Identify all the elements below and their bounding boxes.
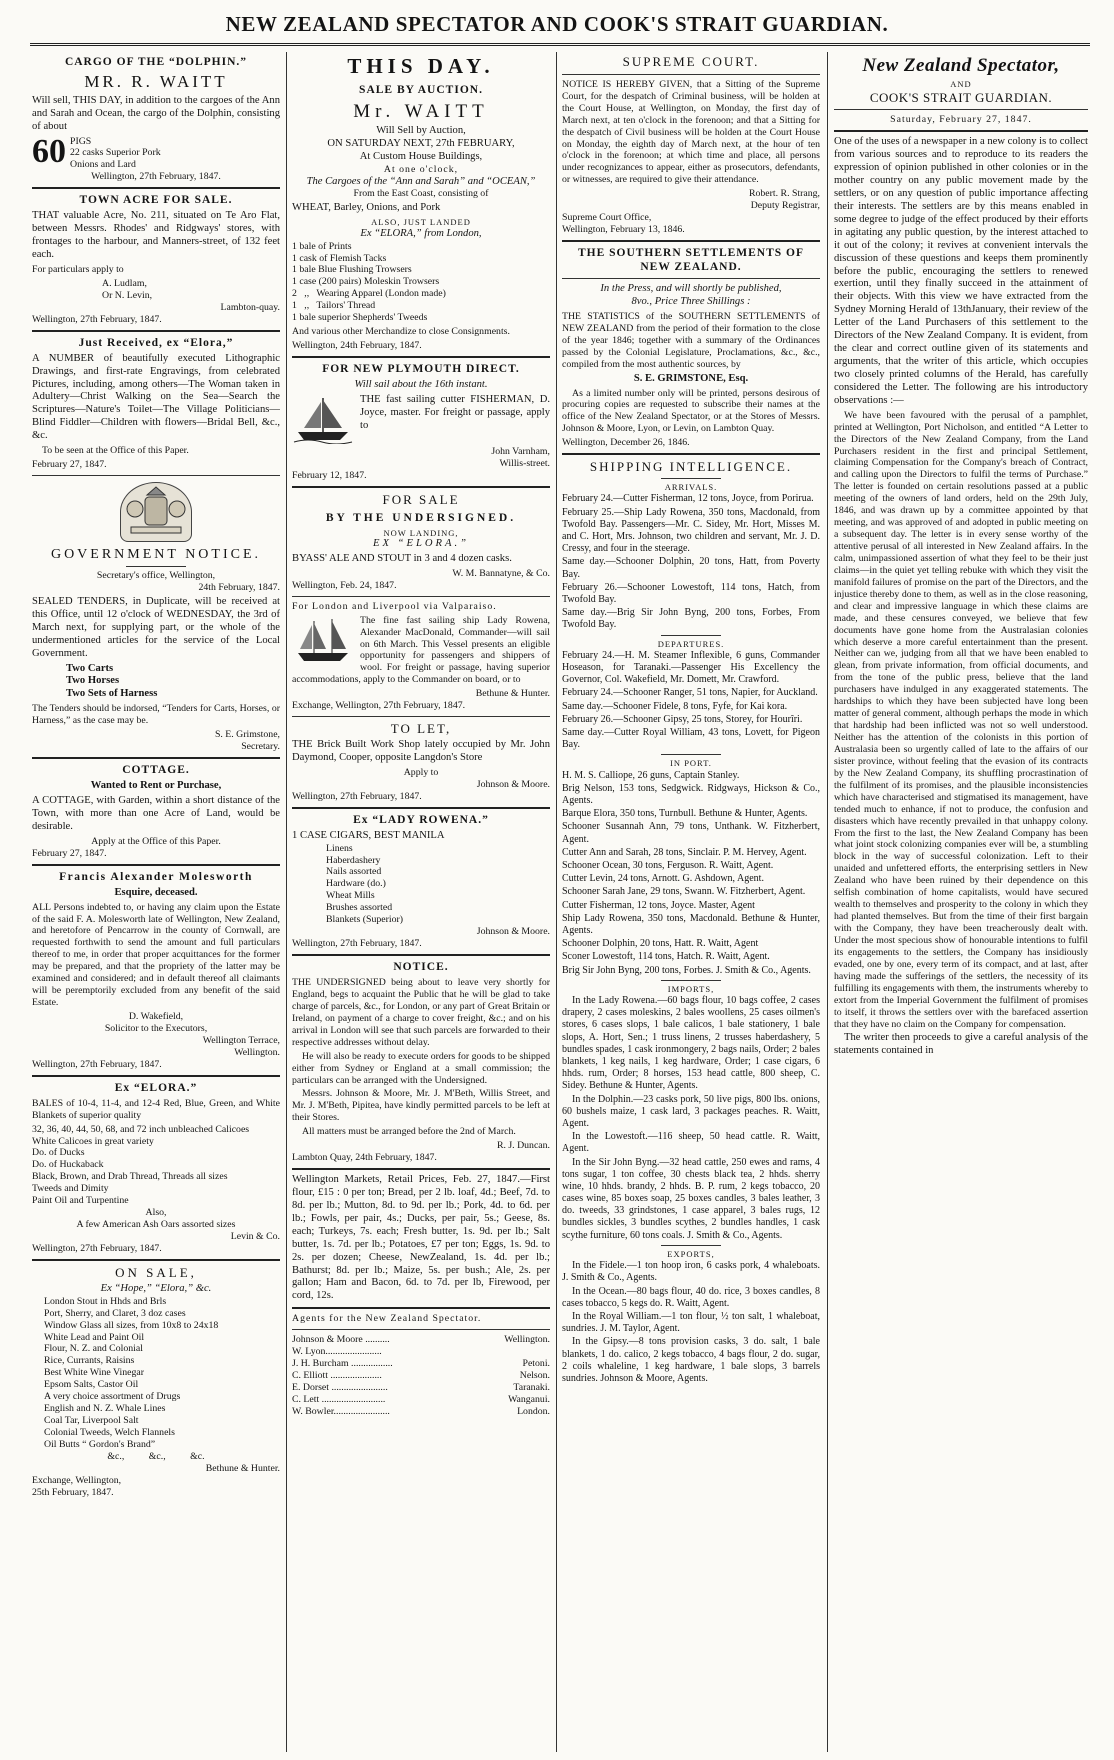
- forsale-date: Wellington, Feb. 24, 1847.: [292, 579, 397, 591]
- agent-place: Petoni.: [522, 1358, 550, 1370]
- inport-entry: Cutter Ann and Sarah, 28 tons, Sinclair. P. M. Hervey, Agent.: [562, 846, 807, 858]
- gov-item: Two Sets of Harness: [66, 688, 158, 700]
- column-3: [562, 52, 820, 1752]
- tolet-signed: Johnson & Moore.: [476, 778, 550, 790]
- auction-venue: At Custom House Buildings,: [359, 150, 483, 162]
- departure-entry: Same day.—Cutter Royal William, 43 tons, Lovett, for Pigeon Bay.: [562, 726, 820, 751]
- rowena-item: Haberdashery: [326, 854, 381, 866]
- dolphin-body: Will sell, THIS DAY, in addition to the cargoes of the Ann and Sarah and Ocean, the cargo of the Dolphin, consisting of about: [32, 94, 280, 132]
- notice-body: Messrs. Johnson & Moore, Mr. J. M'Beth, Willis Street, and Mr. J. M'Beth, Pipitea, have kindly permitted parcels to be left at their Stores.: [292, 1088, 550, 1124]
- tolet-date: Wellington, 27th February, 1847.: [292, 790, 422, 802]
- onsale-etc: &c., &c., &c.: [107, 1450, 205, 1462]
- dolphin-pig-count: 60: [32, 135, 66, 170]
- notice-body: He will also be ready to execute orders for goods to be shipped either from Sydney or England at a small commission; the particulars can be arranged with the Undersigned.: [292, 1050, 550, 1086]
- gov-signed: S. E. Grimstone,: [214, 729, 280, 741]
- crest-icon: [121, 483, 191, 541]
- agent-row: [292, 1394, 550, 1406]
- cottage-apply: Apply at the Office of this Paper.: [91, 835, 221, 847]
- acre-name: Lambton-quay.: [220, 301, 280, 313]
- agents-heading: Agents for the New Zealand Spectator.: [292, 1313, 482, 1325]
- gov-body: SEALED TENDERS, in Duplicate, will be received at this Office, until 12 o'clock of WEDNESDAY, the 3rd of March next, for supplying part, or the whole of the undermentioned articles for the service of the Local Government.: [32, 595, 280, 659]
- ex-elora-item: 32, 36, 40, 44, 50, 68, and 72 inch unbleached Calicoes: [32, 1123, 250, 1135]
- acre-name: Or N. Levin,: [102, 289, 153, 301]
- onsale-item: English and N. Z. Whale Lines: [44, 1403, 166, 1415]
- notice-body: THE UNDERSIGNED being about to leave very shortly for England, begs to acquaint the Public that he will be glad to take charge of parcels, &c., for London, or any part of Great Britain or Ireland, on payment of a charge to cover freight, &c.; and on his arrival in London will see that such parcels are forwarded to their respective addresses without delay.: [292, 977, 550, 1048]
- inport-entry: Schooner Dolphin, 20 tons, Hatt. R. Waitt, Agent: [562, 938, 759, 950]
- auction-item: 1 ,, Tailors' Thread: [292, 300, 376, 312]
- court-office: Supreme Court Office,: [562, 212, 652, 224]
- auction-time: At one o'clock,: [383, 163, 459, 175]
- inport-entry: Brig Sir John Byng, 200 tons, Forbes. J. Smith & Co., Agents.: [562, 964, 811, 976]
- agent-row: [292, 1370, 550, 1382]
- rowena-item: Blankets (Superior): [326, 914, 403, 926]
- export-entry: In the Gipsy.—8 tons provision casks, 3 do. salt, 1 bale blankets, 1 do. calico, 2 kegs tobacco, 4 bags flour, 2 do. sugar, 2 coils whaleline, 1 keg hardware, 1 bale slops, 3 barrels sundries. Johnson & Moore, Agents.: [562, 1336, 820, 1384]
- tolet-heading: TO LET,: [390, 721, 452, 737]
- departures-heading: DEPARTURES.: [657, 638, 725, 649]
- agent-row: [292, 1382, 550, 1394]
- inport-entry: Cutter Fisherman, 12 tons, Joyce. Master, Agent: [562, 899, 755, 911]
- forsale-ex: EX “ELORA.”: [373, 537, 469, 549]
- plymouth-heading: FOR NEW PLYMOUTH DIRECT.: [322, 363, 520, 375]
- gov-office-date: 24th February, 1847.: [198, 582, 280, 594]
- moles-body: ALL Persons indebted to, or having any claim upon the Estate of the said F. A. Molesworth late of Wellington, New Zealand, and heretofore of Pencarrow in the county of Cornwall, are requested forthwith to send the amount and full particulars thereof to me, in order that proper acquittances for the former may be prepared, and that the propriety of the latter may be examined and considered; and in default thereof all claimants will be peremptorily excluded from any benefit of the said Estate.: [32, 901, 280, 1009]
- royal-arms-crest: [120, 482, 192, 542]
- editorial-date: Saturday, February 27, 1847.: [890, 114, 1032, 126]
- plymouth-date: February 12, 1847.: [292, 469, 367, 481]
- gov-tenders: The Tenders should be indorsed, “Tenders for Carts, Horses, or Harness,” as the case may be.: [32, 703, 280, 727]
- arrival-entry: February 26.—Schooner Lowestoft, 114 tons, Hatch, from Twofold Bay.: [562, 581, 820, 605]
- rowena-heading: Ex “LADY ROWENA.”: [353, 813, 489, 826]
- onsale-item: London Stout in Hhds and Brls: [44, 1295, 167, 1307]
- now-landing: NOW LANDING,: [383, 527, 459, 538]
- sailing-ship-icon: [292, 615, 354, 665]
- forsale-body: BYASS' ALE AND STOUT in 3 and 4 dozen casks.: [292, 552, 512, 564]
- imports-heading: IMPORTS,: [667, 983, 715, 994]
- gov-office: Secretary's office, Wellington,: [96, 570, 216, 582]
- market-prices: Wellington Markets, Retail Prices, Feb. 27, 1847.—First flour, £15 : 0 per ton; Bread, per 2 lb. loaf, 4d.; Beef, 7d. to 8d. per lb.; Mutton, 8d. to 9d. per lb.; Pork, 4d. to 6d. per lb.; Fowls, per pair, 4s.; Ducks, per pair, 5s.; Geese, 8s. each; Turkeys, 7s. each; Fresh butter, 1s. 9d. per lb.; Salt butter, 1s. 7d. per lb.; Potatoes, £7 per ton; Eggs, 1s. 9d. to 2s. per dozen; Cheese, NewZealand, 1s. 4d. per lb.; Bathurst; 8d. per lb.; Maize, 5s. per bush.; Ale, 2s. per gallon; Ham and Bacon, 6d. to 7d. per lb, Firewood, per cord, 12s.: [292, 1174, 550, 1302]
- acre-apply: For particulars apply to: [32, 263, 124, 275]
- tolet-apply: Apply to: [403, 766, 439, 778]
- cottage-body: A COTTAGE, with Garden, within a short distance of the Town, with more than one Acre of Land, would be desirable.: [32, 795, 280, 832]
- dolphin-list: [32, 136, 280, 172]
- shipping-section: [562, 459, 820, 1385]
- paper-and: AND: [950, 79, 972, 90]
- dolphin-item: PIGS: [70, 135, 92, 147]
- onsale-place: Exchange, Wellington,: [32, 1474, 122, 1486]
- cottage-heading: COTTAGE.: [122, 764, 190, 777]
- column-divider: [827, 52, 828, 1752]
- elora-date: February 27, 1847.: [32, 459, 107, 471]
- agent-place: Nelson.: [519, 1370, 550, 1382]
- auction-heading: SALE BY AUCTION.: [359, 83, 483, 96]
- editorial-quote: We have been favoured with the perusal of a pamphlet, printed at Wellington, Port Nicholson, and entitled “A Letter to the Directors of the New Zealand Company, from the Land Purchasers resident in the first and principal Settlement, claiming Compensation for the Company's breach of Contract, and calling upon the Directors to fulfil the terms of Purchase.” The letter is founded on certain resolutions passed at a public meeting of the owners of land orders, held on the 29th July, 1846, and was drawn up by a committee appointed by that meeting, and was approved of and adopted in public meeting on a subsequent day. The letter is in every sense worthy of the attentive perusal of all interested in New Zealand affairs. In the calm, unimpassioned assertion of what they feel to be their just claims—in the quiet yet telling rebuke with which they visit the manifold failures of promise on the part of the Directors, and the injustice thereby done to them, as well as in the close reasoning, and clear and impressive language in which these claims are made, and these censures conveyed, we believe that few documents have gone home from the Australasian colonies which deserve a more careful entertainment than the present. Neither can we, judging from all that we have been enabled to glean, from private information, from official documents, and from the tone of the public press, believe that the land purchasers have indulged in any exaggerated statements. The hardships to which they have been subjected have long been matter of general comment, although perhaps the mode in which that hardship had been inflicted was not so well understood. Neither has the attention of the colonists in this portion of Australasia been so urgently called of late to the affairs of our sister province, without feeling that the evasion of its contracts by the New Zealand Company, its shuffling procrastination of the fulfilment of its promises, and the plausible inconsistencies which have characterised and stigmatised its management, have tended much to enhance, if not to produce, the confusion and disasters which have recently prevailed in that unhappy colony. From the first to the last, the New Zealand Company has been what joint stock colonizing companies ever will be, a stumbling block in the way of successful colonization. Left to their unaided and unfettered efforts, the enterprising settlers in New Zealand who have been ruined by their dependence on this selfish combination of home capitalists, would have secured wealth to themselves and prosperity to the colony in which they had planted themselves. But from the time of their first bargain with the Company, they have been treacherously dealt with. Under the most specious show of honourable intentions to fulfil its engagements to the settlers, the Company has insidiously evaded, one by one, every term of its compact, and at last, after having made the sufferings of the settlers, the necessity of its fulfilling its engagements with them, the instruments whereby to extort from the Imperial Government the fulfilment of promises to itself, it throws the settlers over with the barefaced assertion that they have no claim on the Company for compensation.: [834, 409, 1088, 1030]
- dolphin-heading: CARGO OF THE “DOLPHIN.”: [64, 56, 248, 68]
- acre-name: A. Ludlam,: [102, 277, 147, 289]
- onsale-item: Epsom Salts, Castor Oil: [44, 1379, 139, 1391]
- auction-from: From the East Coast, consisting of: [353, 188, 489, 200]
- agent-name: W. Lyon.......................: [292, 1346, 382, 1358]
- onsale-list: [32, 1296, 280, 1451]
- moles-date: Wellington, 27th February, 1847.: [32, 1058, 162, 1070]
- sailing-ship-icon: [292, 394, 354, 444]
- ex-elora-item: Do. of Ducks: [32, 1147, 85, 1159]
- court-title: Deputy Registrar,: [750, 200, 820, 212]
- export-entry: In the Royal William.—1 ton flour, ½ ton salt, 1 whaleboat, sundries. J. M. Taylor, Agent.: [562, 1310, 820, 1335]
- dolphin-item: 22 casks Superior Pork: [70, 147, 161, 159]
- rowena-item: Linens: [326, 842, 353, 854]
- inport-entry: Schooner Sarah Jane, 29 tons, Swann. W. Fitzherbert, Agent.: [562, 886, 806, 898]
- onsale-item: Flour, N. Z. and Colonial: [44, 1343, 143, 1355]
- forsale-sub: BY THE UNDERSIGNED.: [325, 511, 517, 524]
- acre-body: THAT valuable Acre, No. 211, situated on Te Aro Flat, between Messrs. Rhodes' and Ridgways' stores, with frontages to the harbour, and Manners-street, of 132 feet each.: [32, 210, 280, 261]
- inport-heading: IN PORT.: [670, 758, 712, 769]
- auction-item: 1 bale of Prints: [292, 240, 352, 252]
- inport-entry: Sconer Lowestoft, 114 tons, Hatch. R. Waitt, Agent.: [562, 951, 770, 963]
- inport-entry: Cutter Levin, 24 tons, Arnott. G. Ashdown, Agent.: [562, 873, 764, 885]
- moles-sub: Esquire, deceased.: [114, 886, 198, 898]
- editorial-paragraph: One of the uses of a newspaper in a new colony is to collect from various sources and to reproduce to its readers the expression of opinion published in other colonies or in the mother country on any public movement made by the settlers, or on any question of public importance affecting their interests. The settlers are by this means enabled in some degree to judge of the effect produced by their efforts in agitating any public question, by the interest attached to it out of the colony; it revives at convenient intervals the discussion of these questions and keeps them prominently before the public, encouraging the settlers to renewed exertion, until they finally succeed in the attainment of their objects. With this view we have extracted from the Sydney Morning Herald of 13thJanuary, their review of the Letter of the Land Purchasers of this settlement to the Directors of the New Zealand Company. It is evident, from the clear and correct outline given of its statements and arguments, that the writer of this article, which occupies two closely printed columns of the Herald, has carefully considered the Letter. The following are his introductory observations :—: [834, 136, 1088, 406]
- column-divider: [556, 52, 557, 1752]
- onsale-signed: Bethune & Hunter.: [205, 1462, 280, 1474]
- agent-place: Wanganui.: [508, 1393, 550, 1405]
- column-1: [32, 52, 280, 1752]
- dolphin-date: Wellington, 27th February, 1847.: [91, 171, 221, 183]
- auction-wheat: WHEAT, Barley, Onions, and Pork: [292, 202, 441, 214]
- notice-body: All matters must be arranged before the 2nd of March.: [302, 1126, 516, 1138]
- ex-elora-oars: A few American Ash Oars assorted sizes: [76, 1219, 236, 1231]
- london-body: The fine fast sailing ship Lady Rowena, Alexander MacDonald, Commander—will sail on 6th March. This Vessel presents an eligible opportunity for passengers and shippers of wool. For freight or passage, having superior accommodations, apply to the Commander on board, or to: [292, 614, 550, 686]
- rowena-signed: Johnson & Moore.: [476, 926, 550, 938]
- onsale-heading: ON SALE,: [115, 1264, 197, 1280]
- column-4-editorial: [834, 52, 1088, 1752]
- paper-title: New Zealand Spectator,: [862, 55, 1060, 76]
- plymouth-sail: Will sail about the 16th instant.: [354, 379, 488, 391]
- ex-elora-item: Black, Brown, and Drab Thread, Threads all sizes: [32, 1171, 228, 1183]
- agent-row: [292, 1358, 550, 1370]
- ex-elora-item: Do. of Huckaback: [32, 1159, 104, 1171]
- court-heading: SUPREME COURT.: [622, 54, 760, 69]
- acre-date: Wellington, 27th February, 1847.: [32, 313, 162, 325]
- onsale-item: Oil Butts “ Gordon's Brand”: [44, 1438, 156, 1450]
- departure-entry: Same day.—Schooner Fidele, 8 tons, Fyfe, for Kai kora.: [562, 700, 788, 712]
- court-signed: Robert. R. Strang,: [748, 188, 820, 200]
- agent-name: C. Elliott .....................: [292, 1370, 382, 1382]
- inport-entry: Brig Nelson, 153 tons, Sedgwick. Ridgways, Hickson & Co., Agents.: [562, 782, 820, 807]
- onsale-item: Coal Tar, Liverpool Salt: [44, 1415, 139, 1427]
- auctioneer-name: Mr. WAITT: [353, 100, 489, 122]
- court-date: Wellington, February 13, 1846.: [562, 224, 685, 236]
- south-body: THE STATISTICS of the SOUTHERN SETTLEMENTS of NEW ZEALAND from the period of their formation to the close of the year 1846; together with a summary of the Ordinances passed by the Colonial Legislature, Proclamations, &c., &c., compiled from the most authentic sources, by: [562, 310, 820, 370]
- onsale-date: 25th February, 1847.: [32, 1486, 114, 1498]
- arrival-entry: February 25.—Ship Lady Rowena, 350 tons, Macdonald, from Twofold Bay. Passengers—Mr. C. Sidey, Mr. Hort, Misses M. and C. Hort, Mrs. Johnson, two children and servant, Mr. J. D. Cressy, and four in the steerage.: [562, 506, 820, 555]
- arrival-entry: Same day.—Schooner Dolphin, 20 tons, Hatt, from Poverty Bay.: [562, 556, 820, 580]
- plymouth-agent: John Varnham,: [491, 445, 550, 457]
- ex-elora-signed: Levin & Co.: [230, 1231, 280, 1243]
- moles-heading: Francis Alexander Molesworth: [59, 870, 253, 883]
- import-entry: In the Sir John Byng.—32 head cattle, 250 ewes and rams, 4 tons sugar, 1 ton coffee, 30 chests black tea, 2 hhds. sherry wine, 10 hhds. brandy, 2 hhds. B. P. rum, 2 kegs tobacco, 20 cases wine, 85 boxes soap, 25 boxes candles, 3 bales leather, 3 do. tweeds, 33 grindstones, 1 case apparel, 3 bales rugs, 12 bundles sickles, 3 bundles scythes, 2 bundles handles, 1 cask scythe furniture, 60 tons coals. J. Smith & Co., Agents.: [562, 1156, 820, 1241]
- thisday-heading: THIS DAY.: [347, 54, 495, 78]
- london-heading: For London and Liverpool via Valparaiso.: [292, 600, 497, 612]
- rowena-date: Wellington, 27th February, 1847.: [292, 938, 422, 950]
- onsale-item: Window Glass all sizes, from 10x8 to 24x18: [44, 1319, 219, 1331]
- will-sell: Will Sell by Auction,: [376, 124, 466, 136]
- cottage-sub: Wanted to Rent or Purchase,: [90, 780, 222, 792]
- south-heading: THE SOUTHERN SETTLEMENTS OF NEW ZEALAND.: [577, 247, 805, 274]
- elora-seen: To be seen at the Office of this Paper.: [42, 445, 189, 457]
- notice-heading: NOTICE.: [393, 961, 449, 974]
- cottage-date: February 27, 1847.: [32, 847, 107, 859]
- import-entry: In the Dolphin.—23 casks pork, 50 live pigs, 800 lbs. onions, 60 bushels maize, 1 cask lard, 3 packages peaches. R. Waitt, Agent.: [562, 1093, 820, 1129]
- london-ad: [292, 613, 550, 689]
- paper-subtitle: COOK'S STRAIT GUARDIAN.: [869, 89, 1053, 105]
- forsale-heading: FOR SALE: [382, 491, 460, 507]
- court-body: NOTICE IS HEREBY GIVEN, that a Sitting of the Supreme Court, for the despatch of Criminal business, will be holden at the Court House, at Wellington, on Monday, the first day of March next, at ten o'clock in the forenoon; and that a Sitting for the despatch of Civil business will be holden at the Court House on Monday, the eighth day of March next, at the hour of ten o'clock in the forenoon; at which time and place, all persons under recognizances to appear, either as prosecutors, defendants, or witnesses, are required to give their attendance.: [562, 78, 820, 186]
- departure-entry: February 24.—H. M. Steamer Inflexible, 6 guns, Commander Hoseason, for Taranaki.—Passenger His Excellency the Governor, Col. Wakefield, Mr. Domett, Mr. Crawford.: [562, 649, 820, 686]
- arrival-entry: Same day.—Brig Sir John Byng, 200 tons, Forbes, From Twofold Bay.: [562, 607, 820, 631]
- exports-heading: EXPORTS,: [667, 1248, 715, 1259]
- inport-entry: Ship Lady Rowena, 350 tons, Macdonald. Bethune & Hunter, Agents.: [562, 912, 820, 936]
- onsale-item: Colonial Tweeds, Welch Flannels: [44, 1427, 175, 1439]
- ex-elora-heading: Ex “ELORA.”: [114, 1081, 198, 1094]
- auction-item: 1 case (200 pairs) Moleskin Trowsers: [292, 276, 440, 288]
- also-landed: ALSO, JUST LANDED: [371, 217, 471, 228]
- gov-title: Secretary.: [241, 741, 280, 753]
- auction-date-line: ON SATURDAY NEXT, 27th FEBRUARY,: [327, 137, 515, 149]
- moles-addr: Wellington Terrace,: [202, 1034, 280, 1046]
- export-entry: In the Fidele.—1 ton hoop iron, 6 casks pork, 4 whaleboats. J. Smith & Co., Agents.: [562, 1260, 820, 1284]
- agent-name: J. H. Burcham .................: [292, 1358, 393, 1370]
- page-masthead: NEW ZEALAND SPECTATOR AND COOK'S STRAIT GUARDIAN.: [225, 12, 889, 36]
- import-entry: In the Lady Rowena.—60 bags flour, 10 bags coffee, 2 cases drapery, 2 cases moleskins, 2 bales woollens, 25 cases oilmen's stores, 6 cases slops, 1 bale calicos, 1 bale stationery, 1 bale slops, A. Hort, Sen.; 1 truss linens, 2 trusses haberdashery, 5 bundles spades, 1 cask ironmongery, 2 bags nails, Order; 2 bales blankets, 1 keg nails, 1 keg hardware, Order; 1 case cigars, 6 hhds. rum, Order; 8 horses, 153 head cattle, 800 sheep, C. Sidey. Bethune & Hunter, Agents.: [562, 995, 820, 1092]
- auction-item: 1 bale superior Shepherds' Tweeds: [292, 312, 428, 324]
- notice-date: Lambton Quay, 24th February, 1847.: [292, 1152, 437, 1164]
- agent-place: London.: [517, 1405, 550, 1417]
- elora-body: A NUMBER of beautifully executed Lithographic Drawings, and first-rate Engravings, from celebrated Pictures, including, among others—The Woman taken in Adultery—Christ Walking on the Sea—Search the Scriptures—Nature's Toilet—The Village Politicians—Blind Fiddler—Children with flowers—Bridal Bell, &c., &c.: [32, 352, 280, 442]
- rowena-item: Wheat Mills: [326, 890, 375, 902]
- inport-entry: H. M. S. Calliope, 26 guns, Captain Stanley.: [562, 769, 740, 781]
- agent-name: Johnson & Moore ..........: [292, 1334, 390, 1346]
- gov-item: Two Horses: [66, 675, 120, 687]
- masthead-rule: [30, 43, 1090, 46]
- export-entry: In the Ocean.—80 bags flour, 40 do. rice, 3 boxes candles, 8 cases tobacco, 5 kegs do. R. Waitt, Agent.: [562, 1285, 820, 1309]
- south-press: In the Press, and will shortly be published,: [600, 283, 782, 295]
- onsale-item: Best White Wine Vinegar: [44, 1367, 144, 1379]
- onsale-item: Port, Sherry, and Claret, 3 doz cases: [44, 1307, 186, 1319]
- notice-signed: R. J. Duncan.: [496, 1140, 550, 1152]
- plymouth-ad: [292, 392, 550, 446]
- london-date: Exchange, Wellington, 27th February, 1847.: [292, 700, 466, 712]
- rowena-item: Brushes assorted: [326, 902, 393, 914]
- import-entry: In the Lowestoft.—116 sheep, 50 head cattle. R. Waitt, Agent.: [562, 1131, 820, 1155]
- plymouth-addr: Willis-street.: [499, 457, 550, 469]
- auction-cargoes: The Cargoes of the “Ann and Sarah” and “OCEAN,”: [306, 175, 536, 187]
- onsale-sub: Ex “Hope,” “Elora,” &c.: [100, 1282, 212, 1294]
- plymouth-body: THE fast sailing cutter FISHERMAN, D. Joyce, master. For freight or passage, apply to: [360, 393, 550, 431]
- dolphin-auctioneer: MR. R. WAITT: [84, 72, 228, 92]
- departure-entry: February 24.—Schooner Ranger, 51 tons, Napier, for Auckland.: [562, 687, 818, 699]
- agent-row: [292, 1406, 550, 1418]
- elora-heading: Just Received, ex “Elora,”: [78, 336, 234, 349]
- gov-heading: GOVERNMENT NOTICE.: [50, 547, 262, 562]
- agent-row: [292, 1346, 550, 1358]
- auction-item: 1 cask of Flemish Tacks: [292, 252, 387, 264]
- moles-addr: Wellington.: [234, 1046, 280, 1058]
- auction-item: 1 bale Blue Flushing Trowsers: [292, 264, 412, 276]
- onsale-item: A very choice assortment of Drugs: [44, 1391, 181, 1403]
- ex-elora-body: BALES of 10-4, 11-4, and 12-4 Red, Blue, Green, and White Blankets of superior quality: [32, 1097, 280, 1121]
- column-2: [292, 52, 550, 1752]
- agent-row: [292, 1334, 550, 1346]
- agent-name: C. Lett ..........................: [292, 1393, 386, 1405]
- editorial-paragraph: The writer then proceeds to give a careful analysis of the statements contained in: [834, 1032, 1088, 1057]
- agent-place: Taranaki.: [513, 1382, 550, 1394]
- rowena-item: Hardware (do.): [326, 878, 386, 890]
- agent-name: W. Bowler.......................: [292, 1405, 390, 1417]
- london-signed: Bethune & Hunter.: [475, 688, 550, 700]
- forsale-signed: W. M. Bannatyne, & Co.: [452, 567, 550, 579]
- agent-name: E. Dorset .......................: [292, 1382, 388, 1394]
- ex-elora-item: White Calicoes in great variety: [32, 1135, 154, 1147]
- moles-title: Solicitor to the Executors,: [104, 1022, 208, 1034]
- south-limited: As a limited number only will be printed, persons desirous of procuring copies are requested to subscribe their names at the office of the New Zealand Spectator, or at the Stores of Messrs. Johnson & Moore, Lyon, or Levin, on Lambton Quay.: [562, 387, 820, 435]
- onsale-item: Rice, Currants, Raisins: [44, 1355, 135, 1367]
- inport-entry: Schooner Susannah Ann, 79 tons, Unthank. W. Fitzherbert, Agent.: [562, 821, 820, 845]
- auction-date: Wellington, 24th February, 1847.: [292, 340, 422, 352]
- ex-elora-date: Wellington, 27th February, 1847.: [32, 1242, 162, 1254]
- ex-elora-item: Paint Oil and Turpentine: [32, 1195, 129, 1207]
- south-price: 8vo., Price Three Shillings :: [631, 296, 751, 307]
- onsale-item: White Lead and Paint Oil: [44, 1331, 145, 1343]
- auction-item: 2 ,, Wearing Apparel (London made): [292, 288, 446, 300]
- rowena-item: 1 CASE CIGARS, BEST MANILA: [292, 829, 445, 841]
- departure-entry: February 26.—Schooner Gipsy, 25 tons, Storey, for Hourîri.: [562, 713, 803, 725]
- tolet-body: THE Brick Built Work Shop lately occupied by Mr. John Daymond, Cooper, opposite Langdon's Store: [292, 739, 550, 763]
- column-divider: [286, 52, 287, 1752]
- dolphin-item: Onions and Lard: [70, 159, 136, 171]
- ex-elora-also: Also,: [145, 1207, 167, 1219]
- auction-various: And various other Merchandize to close Consignments.: [292, 326, 510, 338]
- south-author: S. E. GRIMSTONE, Esq.: [633, 372, 749, 384]
- inport-entry: Schooner Ocean, 30 tons, Ferguson. R. Waitt, Agent.: [562, 860, 774, 872]
- gov-item: Two Carts: [66, 662, 114, 674]
- south-date: Wellington, December 26, 1846.: [562, 437, 690, 449]
- auction-ex-elora: Ex “ELORA,” from London,: [360, 227, 482, 239]
- moles-signed: D. Wakefield,: [128, 1011, 184, 1023]
- arrival-entry: February 24.—Cutter Fisherman, 12 tons, Joyce, from Porirua.: [562, 493, 814, 505]
- arrivals-heading: ARRIVALS.: [664, 482, 718, 493]
- agent-place: Wellington.: [504, 1334, 550, 1346]
- shipping-heading: SHIPPING INTELLIGENCE.: [589, 459, 793, 475]
- acre-heading: TOWN ACRE FOR SALE.: [79, 194, 233, 207]
- inport-entry: Barque Elora, 350 tons, Turnbull. Bethune & Hunter, Agents.: [562, 808, 808, 820]
- rowena-item: Nails assorted: [326, 866, 382, 878]
- ex-elora-item: Tweeds and Dimity: [32, 1183, 109, 1195]
